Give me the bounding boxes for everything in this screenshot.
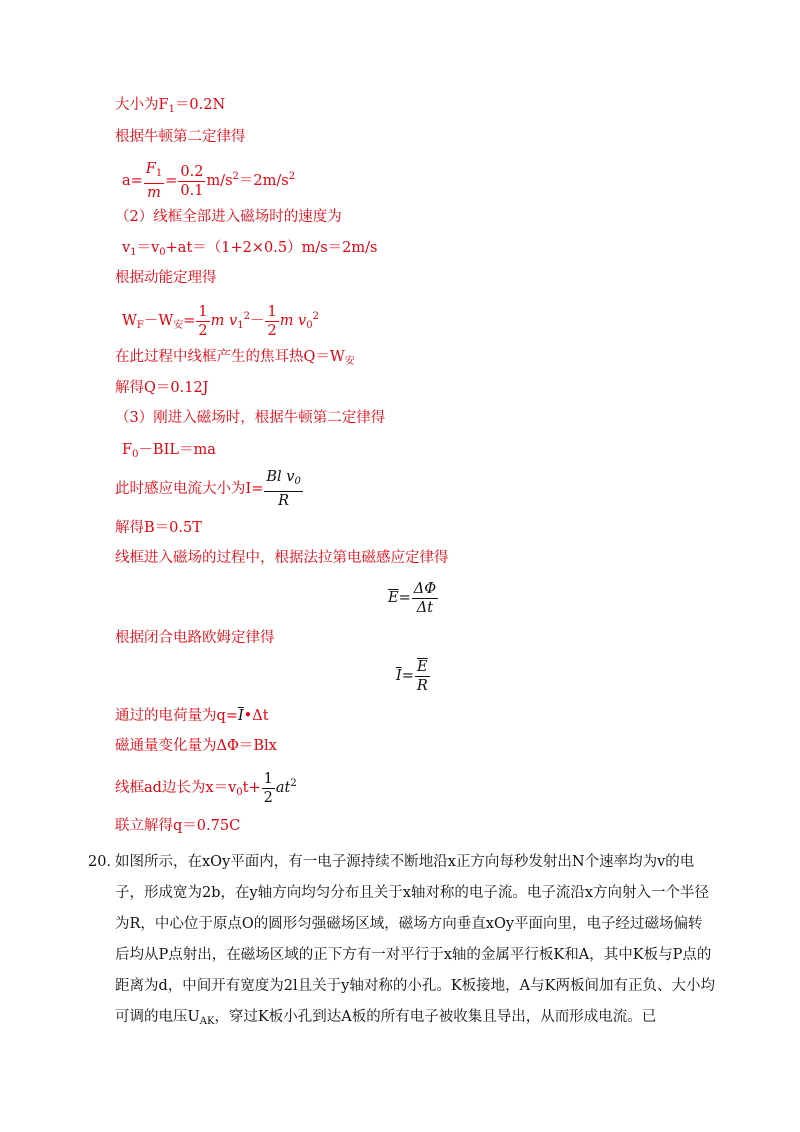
field-result-line: 解得B＝0.5T bbox=[115, 520, 202, 536]
joule-heat-line: 在此过程中线框产生的焦耳热$Q=W_安$ bbox=[115, 349, 355, 367]
problem-20-text: 如图所示，在xOy平面内，有一电子源持续不断地沿x正方向每秒发射出N个速率均为v的电子，形成宽为2b，在y轴方向均匀分布且关于x轴对称的电子流。电子流沿x方向射入一个半径为R，中心位于原点O的圆形匀强磁场区域，磁场方向垂直xOy平面向里，电子经过磁场偏转后均从P点射出，在磁场区域的正下方有一对平行于x轴的金属平行板K和A，其中K板与P点的距离为d，中间开有宽度为2l且关于y轴对称的小孔。K板接地，A与K两板间加有正负、大小均可调的电压$U_{AK}$，穿过K板小孔到达A板的所有电子被收集且导出，从而形成电流。已 bbox=[115, 854, 715, 1027]
flux-change-line: 磁通量变化量为ΔΦ＝Blx bbox=[115, 738, 277, 754]
part2-heading: （2）线框全部进入磁场时的速度为 bbox=[115, 209, 342, 225]
final-result-line: 联立解得q＝0.75C bbox=[115, 818, 241, 834]
part3-heading: （3）刚进入磁场时，根据牛顿第二定律得 bbox=[115, 410, 386, 426]
emf-average-formula: $\overline{E}=$ $\frac{\Delta\Phi}{\Delta t}$ bbox=[388, 580, 437, 616]
velocity-line: $v_1=v_0+at=(1+2\times 0.5)m/s=2m/s$ bbox=[122, 240, 378, 258]
newton-law-line: 根据牛顿第二定律得 bbox=[115, 129, 246, 145]
side-length-formula: 线框ad边长为$x=v_0t+$ $\frac{1}{2}$ $at^2$ bbox=[115, 770, 297, 806]
current-average-formula: $\overline{I}=$ $\frac{\overline{E}}{R}$ bbox=[396, 658, 428, 694]
ohm-law-line: 根据闭合电路欧姆定律得 bbox=[115, 630, 275, 646]
work-energy-formula: $W_F-W_安=$ $\frac{1}{2}$ m $v_1^2-$ $\frac{1}{2}$ m $v_0^2$ bbox=[122, 303, 320, 339]
acceleration-formula: a= $\frac{F_1}{m}$ = $\frac{0.2}{0.1}$ $m/s^2=2m/s^2$ bbox=[122, 161, 296, 201]
induced-current-formula: 此时感应电流大小为I= $\frac{Bl v_0}{R}$ bbox=[115, 469, 301, 509]
kinetic-energy-theorem-line: 根据动能定理得 bbox=[115, 270, 217, 286]
force-value-line: 大小为$F_1=0.2N$ bbox=[115, 97, 226, 115]
problem-number: 20． bbox=[88, 854, 121, 870]
charge-line: 通过的电荷量为$q=\overline{I}•\Delta t$ bbox=[115, 708, 269, 724]
faraday-law-line: 线框进入磁场的过程中，根据法拉第电磁感应定律得 bbox=[115, 550, 449, 566]
heat-result-line: 解得Q＝0.12J bbox=[115, 380, 209, 396]
force-balance-line: $F_0-BIL=ma$ bbox=[122, 442, 216, 460]
